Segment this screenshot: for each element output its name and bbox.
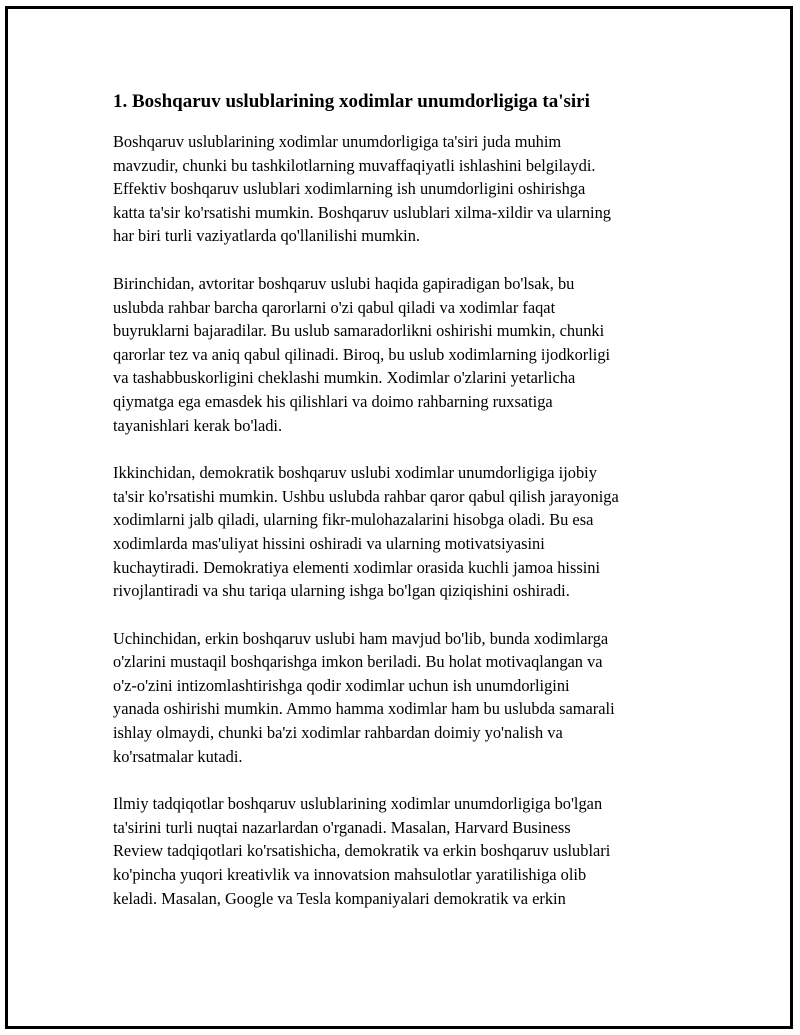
paragraph [113, 272, 693, 437]
paragraph-line: tayanishlari kerak bo'ladi. [113, 415, 283, 435]
paragraph-line: kuchaytiradi. Demokratiya elementi xodimlar orasida kuchli jamoa hissini [113, 557, 601, 577]
paragraph-line: Birinchidan, avtoritar boshqaruv uslubi haqida gapiradigan bo'lsak, bu [113, 273, 575, 293]
paragraph-line: Boshqaruv uslublarining xodimlar unumdorligiga ta'siri juda muhim [113, 132, 562, 151]
paragraph-line: va tashabbuskorligini cheklashi mumkin. Xodimlar o'zlarini yetarlicha [113, 368, 576, 388]
paragraph [113, 461, 693, 603]
paragraph-line: buyruklarni bajaradilar. Bu uslub samaradorlikni oshirishi mumkin, chunki [113, 321, 605, 341]
paragraph-line: ko'pincha yuqori kreativlik va innovatsion mahsulotlar yaratilishiga olib [113, 865, 587, 885]
paragraph-line: o'z-o'zini intizomlashtirishga qodir xodimlar uchun ish unumdorligini [113, 675, 570, 695]
paragraph-line: ta'sir ko'rsatishi mumkin. Ushbu uslubda rahbar qaror qabul qilish jarayoniga [113, 486, 619, 506]
paragraph-line: mavzudir, chunki bu tashkilotlarning muvaffaqiyatli ishlashini belgilaydi. [113, 155, 596, 175]
paragraph-line: katta ta'sir ko'rsatishi mumkin. Boshqaruv uslublari xilma-xildir va ularning [113, 202, 612, 222]
paragraph-line: xodimlarda mas'uliyat hissini oshiradi va ularning motivatsiyasini [113, 533, 545, 553]
paragraph-line: uslubda rahbar barcha qarorlarni o'zi qabul qiladi va xodimlar faqat [113, 297, 556, 317]
paragraph-container [113, 130, 693, 910]
paragraph-line: xodimlarni jalb qiladi, ularning fikr-mulohazalarini hisobga oladi. Bu esa [113, 510, 594, 530]
paragraph-line: qarorlar tez va aniq qabul qilinadi. Biroq, bu uslub xodimlarning ijodkorligi [113, 344, 611, 364]
paragraph-line: keladi. Masalan, Google va Tesla kompaniyalari demokratik va erkin [113, 888, 566, 908]
paragraph-line: rivojlantiradi va shu tariqa ularning ishga bo'lgan qiziqishini oshiradi. [113, 581, 570, 601]
paragraph-line: Ikkinchidan, demokratik boshqaruv uslubi xodimlar unumdorligiga ijobiy [113, 463, 597, 483]
paragraph-line: Effektiv boshqaruv uslublari xodimlarning ish unumdorligini oshirishga [113, 179, 586, 199]
document-body [113, 90, 693, 934]
paragraph-line: ishlay olmaydi, chunki ba'zi xodimlar rahbardan doimiy yo'nalish va [113, 723, 563, 743]
paragraph [113, 130, 693, 248]
paragraph-line: Ilmiy tadqiqotlar boshqaruv uslublarining xodimlar unumdorligiga bo'lgan [113, 794, 603, 814]
paragraph-line: Review tadqiqotlari ko'rsatishicha, demokratik va erkin boshqaruv uslublari [113, 841, 611, 861]
page-title: 1. Boshqaruv uslublarining xodimlar unumdorligiga ta'siri [113, 91, 590, 112]
paragraph-line: ta'sirini turli nuqtai nazarlardan o'rganadi. Masalan, Harvard Business [113, 817, 571, 837]
paragraph-line: ko'rsatmalar kutadi. [113, 746, 243, 766]
paragraph [113, 792, 693, 910]
paragraph-line: har biri turli vaziyatlarda qo'llanilishi mumkin. [113, 226, 421, 246]
paragraph [113, 627, 693, 769]
paragraph-line: yanada oshirishi mumkin. Ammo hamma xodimlar ham bu uslubda samarali [113, 699, 615, 719]
paragraph-line: qiymatga ega emasdek his qilishlari va doimo rahbarning ruxsatiga [113, 391, 553, 411]
paragraph-line: Uchinchidan, erkin boshqaruv uslubi ham mavjud bo'lib, bunda xodimlarga [113, 628, 609, 648]
paragraph-line: o'zlarini mustaqil boshqarishga imkon beriladi. Bu holat motivaqlangan va [113, 652, 603, 672]
